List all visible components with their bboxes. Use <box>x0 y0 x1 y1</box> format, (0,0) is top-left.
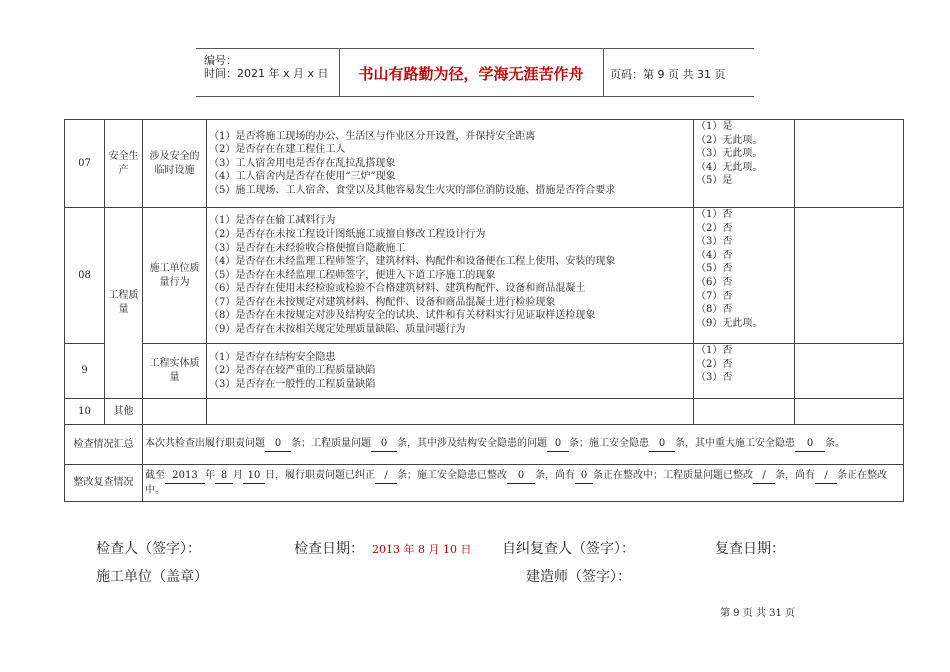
row-number: 08 <box>65 208 105 344</box>
content-line: （2）是否存在未按工程设计图纸施工或擅自修改工程设计行为 <box>209 228 486 240</box>
header-number-label: 编号： <box>204 54 237 67</box>
review-text-part: 条正在整改中；工程质量问题已整改 <box>593 469 753 481</box>
review-value: / <box>753 469 775 484</box>
row-content <box>207 399 694 425</box>
review-label: 整改复查情况 <box>65 465 143 502</box>
row-remark <box>795 399 904 425</box>
construction-unit-seal-label: 施工单位（盖章） <box>96 569 208 585</box>
summary-value: 0 <box>265 437 291 452</box>
result-line: （4）无此项。 <box>696 161 763 173</box>
summary-value: 0 <box>795 437 825 452</box>
row-result <box>694 208 795 344</box>
content-line: （5）施工现场、工人宿舍、食堂以及其他容易发生火灾的部位消防设施、措施是否符合要求 <box>209 184 616 196</box>
builder-signature-label: 建造师（签字）： <box>526 569 631 585</box>
content-line: （8）是否存在未按规定对涉及结构安全的试块、试件和有关材料实行见证取样送检现象 <box>209 310 596 322</box>
review-text-part: 月 <box>233 469 243 481</box>
header-top-rule <box>196 48 754 49</box>
result-line: （5）否 <box>696 263 733 275</box>
content-line: （4）是否存在未经监理工程师签字，建筑材料、构配件和设备便在工程上使用、安装的现象 <box>209 256 616 268</box>
result-line: （8）否 <box>696 304 733 316</box>
summary-value: 0 <box>547 437 569 452</box>
review-value: 0 <box>507 469 535 484</box>
content-line: （2）是否存在在建工程住工人 <box>209 144 346 156</box>
content-line: （9）是否存在未按相关规定处理质量缺陷、质量问题行为 <box>209 324 466 336</box>
content-line: （1）是否存在偷工减料行为 <box>209 215 336 227</box>
content-line: （3）工人宿舍用电是否存在乱拉乱搭现象 <box>209 157 396 169</box>
row-content <box>207 120 694 208</box>
review-day: 10 <box>243 469 265 484</box>
table-row-07 <box>65 120 904 208</box>
review-month: 8 <box>215 469 233 484</box>
row-result <box>694 344 795 399</box>
row-number: 07 <box>65 120 105 208</box>
row-remark <box>795 208 904 344</box>
review-value: 0 <box>575 469 593 484</box>
header-bottom-rule <box>196 96 754 97</box>
row-number: 10 <box>65 399 105 425</box>
table-row-08 <box>65 208 904 344</box>
table-row-summary <box>65 425 904 465</box>
row-item: 施工单位质量行为 <box>143 208 207 344</box>
row-category-quality: 工程质量 <box>105 208 143 399</box>
header-divider-right <box>603 48 604 96</box>
result-line: （5）是 <box>696 175 733 187</box>
row-result <box>694 120 795 208</box>
result-line: （7）否 <box>696 290 733 302</box>
inspector-signature-label: 检查人（签字）： <box>96 541 201 557</box>
review-text-part: 条；施工安全隐患已整改 <box>397 469 507 481</box>
result-line: （1）是 <box>696 121 733 132</box>
header-time-label: 时间：2021 年 x 月 x 日 <box>204 67 329 80</box>
row-item: 工程实体质量 <box>143 344 207 399</box>
table-row-review <box>65 465 904 502</box>
content-line: （5）是否存在未经监理工程师签字，便进入下道工序施工的现象 <box>209 269 496 281</box>
review-value: / <box>375 469 397 484</box>
row-remark <box>795 120 904 208</box>
review-text-part: 条正在整改中。 <box>145 469 887 496</box>
footer-page-number: 第 9 页 共 31 页 <box>720 608 795 619</box>
table-row-10 <box>65 399 904 425</box>
result-line: （2）否 <box>696 358 733 370</box>
result-line: （9）无此项。 <box>696 317 763 329</box>
review-text-part: 日，履行职责问题已纠正 <box>265 469 375 481</box>
table-row-9 <box>65 344 904 399</box>
inspection-date-label: 检查日期： <box>294 541 364 557</box>
summary-text-part: 条；工程质量问题 <box>291 438 371 450</box>
summary-label: 检查情况汇总 <box>65 425 143 465</box>
result-line: （1）否 <box>696 209 733 220</box>
review-date-label: 复查日期： <box>715 541 785 557</box>
row-number: 9 <box>65 344 105 399</box>
summary-text-part: 条，其中重大施工安全隐患 <box>675 438 795 450</box>
result-line: （2）无此项。 <box>696 134 763 146</box>
content-line: （6）是否存在使用未经检验或检验不合格建筑材料、建筑构配件、设备和商品混凝土 <box>209 283 586 295</box>
review-text-part: 条，尚有 <box>535 469 575 481</box>
summary-text-part: 条。 <box>825 438 845 450</box>
review-year: 2013 <box>165 469 205 484</box>
summary-text-part: 条；施工安全隐患 <box>569 438 649 450</box>
review-value: / <box>815 469 837 484</box>
summary-value: 0 <box>649 437 675 452</box>
row-content <box>207 208 694 344</box>
row-category: 安全生产 <box>105 120 143 208</box>
summary-text-part: 条，其中涉及结构安全隐患的问题 <box>397 438 547 450</box>
result-line: （3）否 <box>696 372 733 384</box>
content-line: （3）是否存在一般性的工程质量缺陷 <box>209 378 376 390</box>
summary-value: 0 <box>371 437 397 452</box>
content-line: （1）是否存在结构安全隐患 <box>209 351 336 363</box>
inspection-table <box>64 119 904 502</box>
row-result <box>694 399 795 425</box>
content-line: （1）是否将施工现场的办公、生活区与作业区分开设置，并保持安全距离 <box>209 130 536 142</box>
row-category: 其他 <box>105 399 143 425</box>
review-text-part: 条，尚有 <box>775 469 815 481</box>
summary-text <box>143 425 904 465</box>
row-content <box>207 344 694 399</box>
review-text-part: 年 <box>205 469 215 481</box>
content-line: （7）是否存在未按规定对建筑材料、构配件、设备和商品混凝土进行检验现象 <box>209 296 556 308</box>
content-line: （3）是否存在未经验收合格便擅自隐蔽施工 <box>209 242 406 254</box>
row-remark <box>795 344 904 399</box>
result-line: （6）否 <box>696 276 733 288</box>
row-item <box>143 399 207 425</box>
result-line: （1）否 <box>696 345 733 356</box>
content-line: （4）工人宿舍内是否存在使用“三炉”现象 <box>209 171 396 183</box>
result-line: （3）无此项。 <box>696 148 763 160</box>
content-line: （2）是否存在较严重的工程质量缺陷 <box>209 365 376 377</box>
header-motto: 书山有路勤为径，学海无涯苦作舟 <box>358 65 584 83</box>
header-page-info: 页码：第 9 页 共 31 页 <box>610 68 726 81</box>
inspection-date-value: 2013 年 8 月 10 日 <box>372 543 472 556</box>
self-review-signature-label: 自纠复查人（签字）： <box>502 541 635 557</box>
row-item: 涉及安全的临时设施 <box>143 120 207 208</box>
result-line: （4）否 <box>696 249 733 261</box>
summary-text-part: 本次共检查出履行职责问题 <box>145 438 265 450</box>
review-text-part: 截至 <box>145 469 165 481</box>
review-text <box>143 465 904 502</box>
result-line: （2）否 <box>696 222 733 234</box>
result-line: （3）否 <box>696 236 733 248</box>
